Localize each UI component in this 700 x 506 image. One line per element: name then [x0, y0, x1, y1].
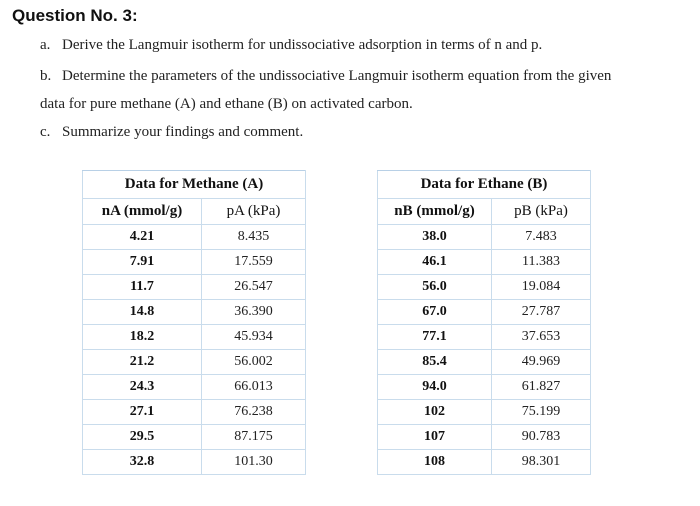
pressure-cell: 61.827 — [492, 375, 591, 400]
table-row — [83, 275, 306, 300]
amount-cell: 107 — [378, 425, 492, 450]
amount-cell: 24.3 — [83, 375, 202, 400]
table-title: Data for Methane (A) — [83, 171, 306, 199]
table-row — [83, 300, 306, 325]
pressure-cell: 87.175 — [202, 425, 306, 450]
amount-cell: 27.1 — [83, 400, 202, 425]
amount-cell: 108 — [378, 450, 492, 475]
amount-cell: 77.1 — [378, 325, 492, 350]
item-marker: a. — [40, 37, 51, 53]
item-marker: c. — [40, 124, 51, 140]
table-row — [378, 450, 591, 475]
amount-cell: 11.7 — [83, 275, 202, 300]
table-row — [83, 375, 306, 400]
amount-cell: 7.91 — [83, 250, 202, 275]
table-row — [378, 300, 591, 325]
column-header-pressure: pB (kPa) — [492, 199, 591, 225]
pressure-cell: 17.559 — [202, 250, 306, 275]
table-row — [83, 325, 306, 350]
pressure-cell: 66.013 — [202, 375, 306, 400]
item-text: Determine the parameters of the undissociative Langmuir isotherm equation from the given — [62, 68, 612, 84]
pressure-cell: 98.301 — [492, 450, 591, 475]
question-item-a — [40, 37, 542, 54]
table-row — [378, 325, 591, 350]
question-item-c — [40, 124, 303, 141]
column-header-amount: nA (mmol/g) — [83, 199, 202, 225]
pressure-cell: 101.30 — [202, 450, 306, 475]
pressure-cell: 11.383 — [492, 250, 591, 275]
column-header-pressure: pA (kPa) — [202, 199, 306, 225]
ethane-data-table — [377, 170, 591, 475]
amount-cell: 29.5 — [83, 425, 202, 450]
pressure-cell: 27.787 — [492, 300, 591, 325]
question-item-b-continued: data for pure methane (A) and ethane (B) on activated carbon. — [40, 96, 413, 112]
amount-cell: 18.2 — [83, 325, 202, 350]
pressure-cell: 49.969 — [492, 350, 591, 375]
amount-cell: 102 — [378, 400, 492, 425]
pressure-cell: 75.199 — [492, 400, 591, 425]
table-row — [83, 400, 306, 425]
pressure-cell: 8.435 — [202, 225, 306, 250]
table-title: Data for Ethane (B) — [378, 171, 591, 199]
column-header-amount: nB (mmol/g) — [378, 199, 492, 225]
pressure-cell: 7.483 — [492, 225, 591, 250]
amount-cell: 21.2 — [83, 350, 202, 375]
pressure-cell: 76.238 — [202, 400, 306, 425]
table-row — [378, 275, 591, 300]
table-row — [378, 400, 591, 425]
table-row — [83, 350, 306, 375]
pressure-cell: 56.002 — [202, 350, 306, 375]
table-row — [83, 450, 306, 475]
pressure-cell: 19.084 — [492, 275, 591, 300]
item-text: Summarize your findings and comment. — [62, 124, 304, 140]
amount-cell: 94.0 — [378, 375, 492, 400]
table-row — [378, 225, 591, 250]
amount-cell: 4.21 — [83, 225, 202, 250]
amount-cell: 46.1 — [378, 250, 492, 275]
methane-data-table — [82, 170, 306, 475]
table-row — [83, 425, 306, 450]
amount-cell: 85.4 — [378, 350, 492, 375]
pressure-cell: 45.934 — [202, 325, 306, 350]
amount-cell: 56.0 — [378, 275, 492, 300]
question-item-b — [40, 68, 611, 85]
question-title: Question No. 3: — [12, 6, 138, 25]
item-marker: b. — [40, 68, 52, 84]
table-row — [378, 375, 591, 400]
amount-cell: 38.0 — [378, 225, 492, 250]
table-row — [83, 250, 306, 275]
item-text: Derive the Langmuir isotherm for undissociative adsorption in terms of n and p. — [62, 37, 543, 53]
table-row — [83, 225, 306, 250]
table-row — [378, 425, 591, 450]
amount-cell: 32.8 — [83, 450, 202, 475]
pressure-cell: 26.547 — [202, 275, 306, 300]
pressure-cell: 36.390 — [202, 300, 306, 325]
pressure-cell: 90.783 — [492, 425, 591, 450]
table-row — [378, 250, 591, 275]
amount-cell: 67.0 — [378, 300, 492, 325]
amount-cell: 14.8 — [83, 300, 202, 325]
pressure-cell: 37.653 — [492, 325, 591, 350]
table-row — [378, 350, 591, 375]
